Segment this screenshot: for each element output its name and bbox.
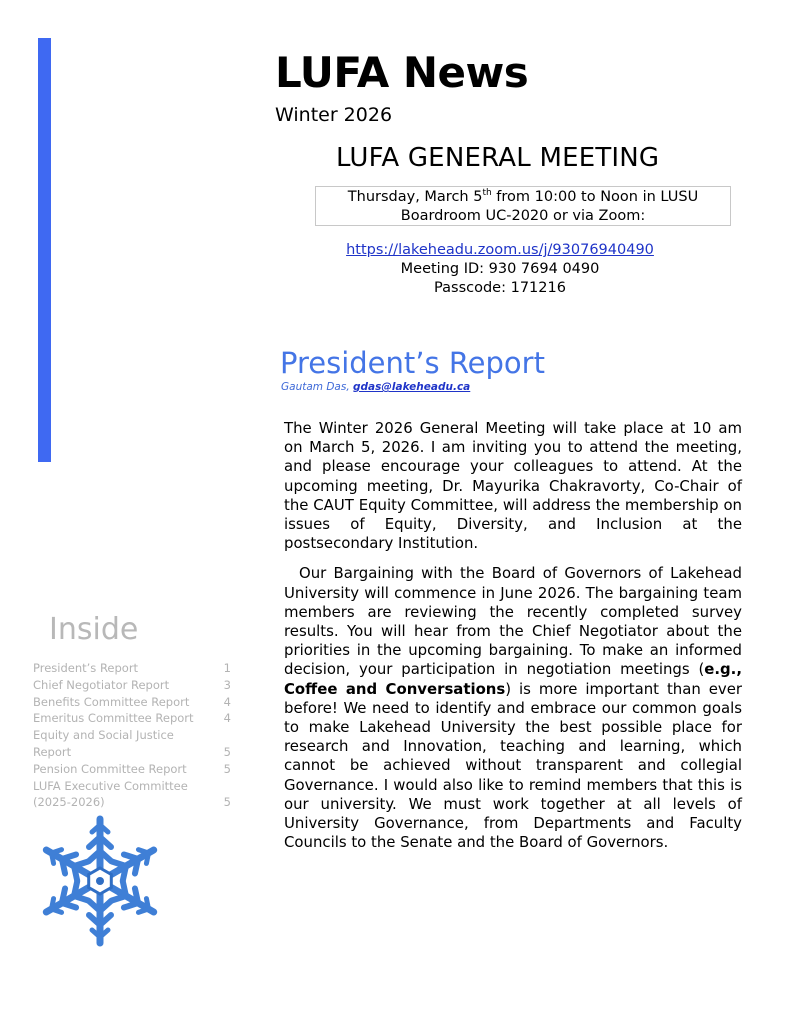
toc-item[interactable]: Chief Negotiator Report 3 [33, 677, 231, 692]
meeting-date-line: Thursday, March 5th from 10:00 to Noon in LUSU [347, 188, 699, 205]
meeting-heading: LUFA GENERAL MEETING [336, 143, 660, 173]
report-paragraph-2: Our Bargaining with the Board of Governors of Lakehead University will commence in June 2026. The bargaining team members are reviewing the recently completed survey results. You will hear from the Chief Negotiator about the priorities in the upcoming bargaining. To make an informed decision, your participation in negotiation meetings (e.g., Coffee and Conversations) is more important than ever before! We need to identify and embrace our common goals to make Lakehead University the best possible place for research and Innovation, teaching and learning, which cannot be achieved without transparent and collegial Governance. I would also like to remind members that this is our university. We must work together at all levels of University Governance, from Departments and Faculty Councils to the Senate and the Board of Governors. [284, 564, 742, 852]
meeting-passcode: Passcode: 171216 [434, 280, 566, 296]
report-author: Gautam Das, gdas@lakeheadu.ca [281, 381, 471, 393]
toc-item[interactable]: (2025-2026) 5 [33, 795, 231, 810]
toc-item[interactable]: Emeritus Committee Report 4 [33, 711, 231, 726]
snowflake-icon [36, 811, 164, 951]
author-email-link[interactable]: gdas@lakeheadu.ca [353, 381, 471, 393]
section-title-presidents-report: President’s Report [280, 346, 545, 380]
toc-item[interactable]: Pension Committee Report 5 [33, 761, 231, 776]
accent-bar [38, 38, 51, 462]
zoom-info [290, 241, 710, 298]
toc-item[interactable]: Benefits Committee Report 4 [33, 694, 231, 709]
table-of-contents [33, 660, 231, 811]
toc-item[interactable]: Report 5 [33, 744, 231, 759]
report-paragraph-1: The Winter 2026 General Meeting will take place at 10 am on March 5, 2026. I am inviting you to attend the meeting, and please encourage your colleagues to attend. At the upcoming meeting, Dr. Mayurika Chakravorty, Co-Chair of the CAUT Equity Committee, will address the membership on issues of Equity, Diversity, and Inclusion at the postsecondary Institution. [284, 419, 742, 553]
meeting-id: Meeting ID: 930 7694 0490 [400, 261, 600, 277]
toc-item[interactable]: Equity and Social Justice [33, 728, 174, 743]
newsletter-issue: Winter 2026 [275, 104, 393, 126]
toc-item[interactable]: President’s Report 1 [33, 661, 231, 675]
toc-item[interactable]: LUFA Executive Committee [33, 778, 188, 793]
meeting-location-line: Boardroom UC-2020 or via Zoom: [400, 208, 646, 224]
report-body [284, 419, 742, 863]
zoom-link[interactable]: https://lakeheadu.zoom.us/j/93076940490 [346, 242, 654, 258]
inside-heading: Inside [49, 612, 139, 647]
meeting-details-box [315, 186, 731, 226]
newsletter-title: LUFA News [275, 48, 529, 97]
